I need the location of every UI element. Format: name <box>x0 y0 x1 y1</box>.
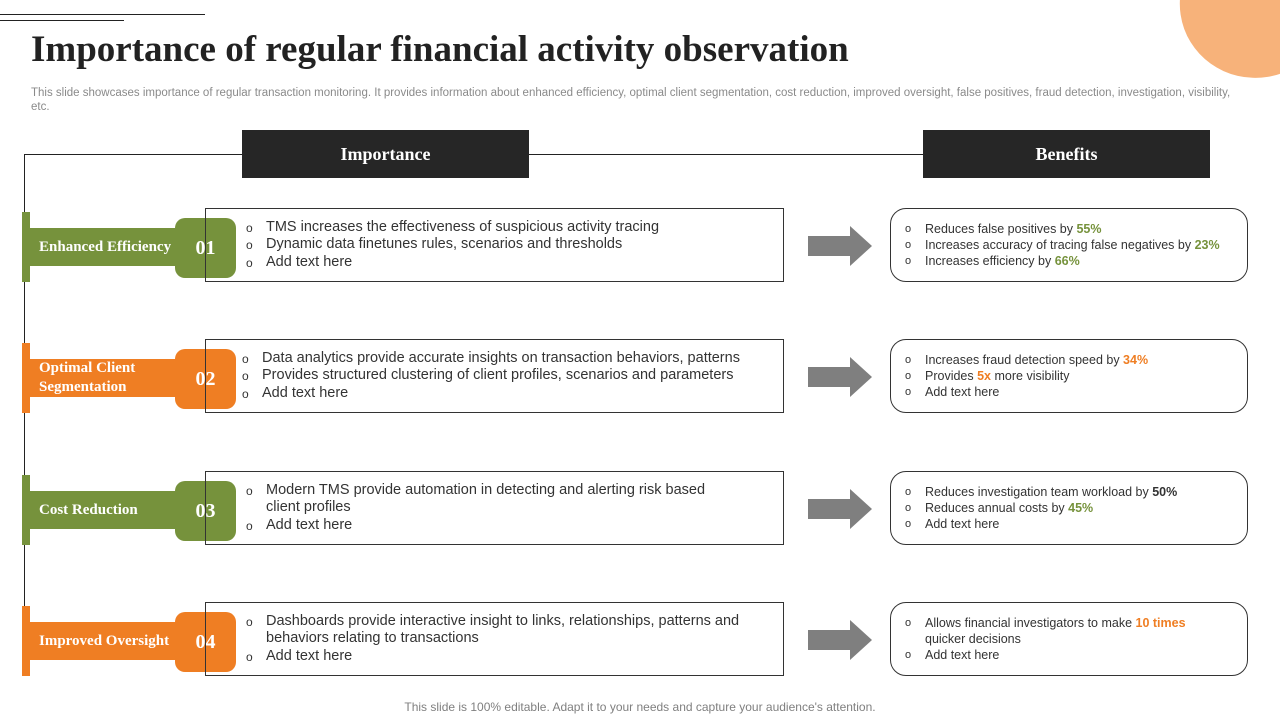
row-label: Optimal Client Segmentation <box>30 359 176 397</box>
importance-point: o Add text here <box>246 648 766 666</box>
row-cost-reduction <box>0 471 1280 551</box>
row-tab <box>22 475 30 545</box>
right-arrow-icon <box>808 357 872 397</box>
row-tab <box>22 343 30 413</box>
benefit-point: o Increases efficiency by 66% <box>905 253 1220 269</box>
row-number-badge: 01 <box>175 218 236 278</box>
importance-point: o Modern TMS provide automation in detecting and alerting risk based client profiles <box>246 482 726 517</box>
importance-point: o Add text here <box>246 517 726 535</box>
benefit-point: o Reduces annual costs by 45% <box>905 500 1177 516</box>
benefits-box <box>890 339 1248 413</box>
benefit-point: o Increases fraud detection speed by 34% <box>905 352 1148 368</box>
benefit-point: o Add text here <box>905 647 1225 663</box>
importance-point: o Dynamic data finetunes rules, scenarios and thresholds <box>246 236 659 254</box>
importance-point: o Provides structured clustering of client profiles, scenarios and parameters <box>242 367 740 385</box>
slide-footer: This slide is 100% editable. Adapt it to your needs and capture your audience's attention. <box>404 700 876 714</box>
benefits-box <box>890 602 1248 676</box>
benefits-box <box>890 471 1248 545</box>
importance-point: o Data analytics provide accurate insights on transaction behaviors, patterns <box>242 350 740 368</box>
row-tab <box>22 212 30 282</box>
row-enhanced-efficiency <box>0 208 1280 288</box>
row-label: Enhanced Efficiency <box>30 228 176 266</box>
importance-point: o Add text here <box>242 385 740 403</box>
benefit-point: o Reduces false positives by 55% <box>905 221 1220 237</box>
right-arrow-icon <box>808 620 872 660</box>
right-arrow-icon <box>808 226 872 266</box>
importance-box <box>205 471 784 545</box>
importance-box <box>205 602 784 676</box>
row-tab <box>22 606 30 676</box>
connector-line-middle <box>529 154 923 155</box>
importance-point: o TMS increases the effectiveness of suspicious activity tracing <box>246 219 659 237</box>
benefit-point: o Reduces investigation team workload by 50% <box>905 484 1177 500</box>
connector-line-left <box>24 154 242 155</box>
importance-point: o Dashboards provide interactive insight to links, relationships, patterns and behaviors relating to transactions <box>246 613 766 648</box>
row-label: Cost Reduction <box>30 491 176 529</box>
slide-subtitle: This slide showcases importance of regular transaction monitoring. It provides information about enhanced efficiency, optimal client segmentation, cost reduction, improved oversight, false positives, fraud detection, investigation, visibility, etc. <box>31 87 1231 113</box>
importance-header: Importance <box>242 130 529 178</box>
benefits-box <box>890 208 1248 282</box>
benefit-point: o Increases accuracy of tracing false negatives by 23% <box>905 237 1220 253</box>
row-number-badge: 02 <box>175 349 236 409</box>
benefit-point: o Allows financial investigators to make 10 times quicker decisions <box>905 615 1225 647</box>
importance-box <box>205 339 784 413</box>
row-improved-oversight <box>0 602 1280 682</box>
top-decor-line-short <box>0 20 124 21</box>
top-decor-line <box>0 14 205 15</box>
row-number-badge: 04 <box>175 612 236 672</box>
benefit-point: o Add text here <box>905 516 1177 532</box>
benefit-point: o Provides 5x more visibility <box>905 368 1148 384</box>
benefit-point: o Add text here <box>905 384 1148 400</box>
row-number-badge: 03 <box>175 481 236 541</box>
row-optimal-client-segmentation <box>0 339 1280 419</box>
corner-blob-decoration <box>1159 0 1280 99</box>
row-label: Improved Oversight <box>30 622 176 660</box>
right-arrow-icon <box>808 489 872 529</box>
importance-box <box>205 208 784 282</box>
slide-title: Importance of regular financial activity observation <box>31 29 849 70</box>
importance-point: o Add text here <box>246 254 659 272</box>
benefits-header: Benefits <box>923 130 1210 178</box>
